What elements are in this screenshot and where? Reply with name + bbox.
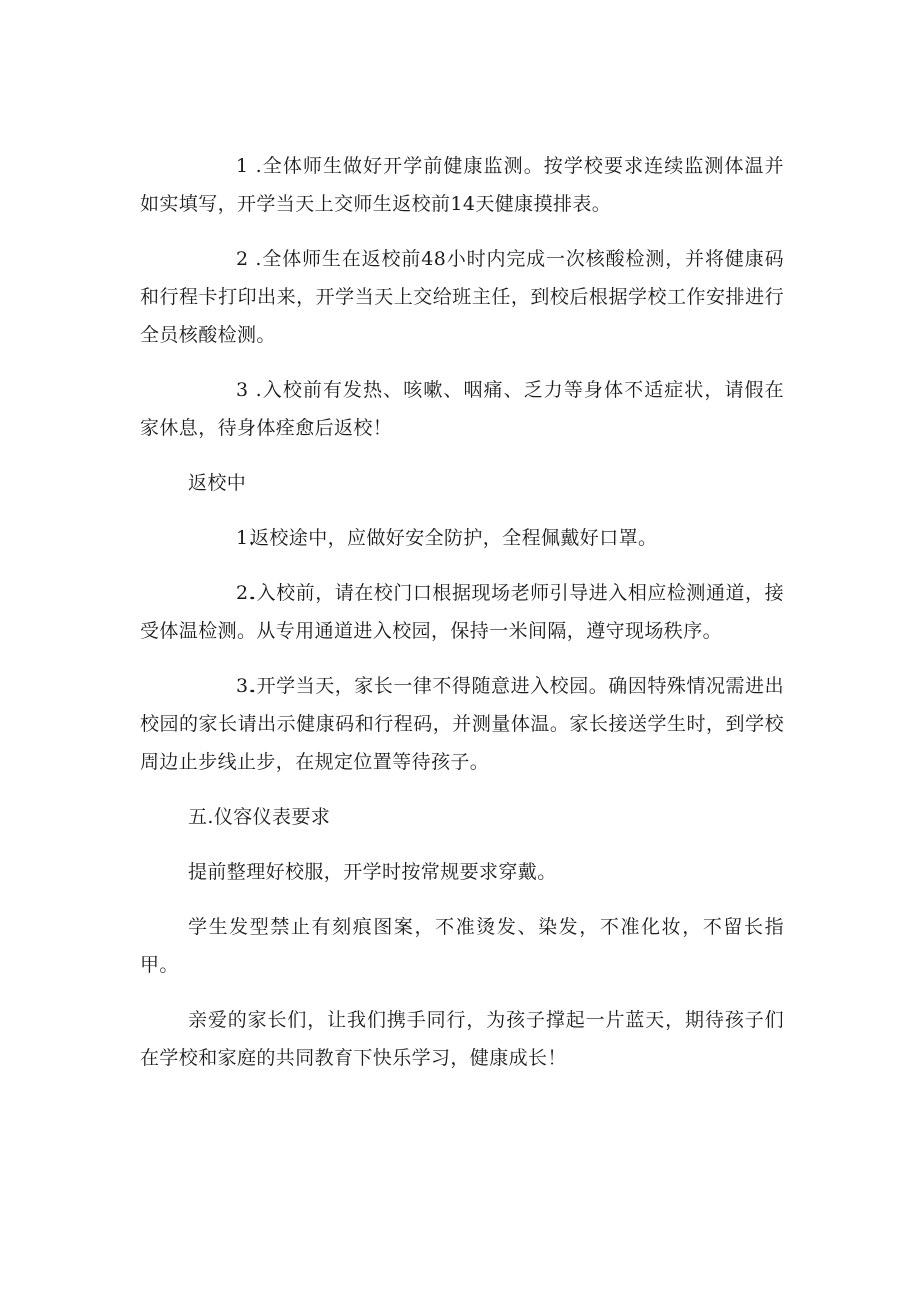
appearance-line-1: 提前整理好校服，开学时按常规要求穿戴。 xyxy=(188,861,557,883)
returning-item-1 xyxy=(140,519,784,557)
item-text: .入校前有发热、咳嗽、咽痛、乏力等身体不适症状，请假在家休息，待身体痊愈后返校！ xyxy=(140,379,784,439)
section-heading-returning: 返校中 xyxy=(188,472,247,494)
document-body xyxy=(140,147,784,1077)
item-number: 2. xyxy=(236,582,255,604)
closing-paragraph: 亲爱的家长们，让我们携手同行，为孩子撑起一片蓝天，期待孩子们在学校和家庭的共同教育下快乐学习，健康成长！ xyxy=(140,1009,784,1069)
pre-check-item-3 xyxy=(140,371,784,447)
pre-check-item-1 xyxy=(140,147,784,223)
item-number: 3. xyxy=(236,675,255,697)
item-number: 3 xyxy=(236,379,249,401)
item-number: 2 xyxy=(236,248,249,270)
item-text: .全体师生做好开学前健康监测。按学校要求连续监测体温并如实填写，开学当天上交师生返校前14天健康摸排表。 xyxy=(140,155,784,215)
appearance-line-2: 学生发型禁止有刻痕图案，不准烫发、染发，不准化妆，不留长指甲。 xyxy=(140,916,784,976)
item-text: .入校前，请在校门口根据现场老师引导进入相应检测通道，接受体温检测。从专用通道进入校园，保持一米间隔，遵守现场秩序。 xyxy=(140,582,784,642)
returning-item-3 xyxy=(140,667,784,781)
section-heading-appearance: 五.仪容仪表要求 xyxy=(188,806,331,828)
item-number: 1 xyxy=(236,155,249,177)
returning-item-2 xyxy=(140,574,784,650)
item-number: 1. xyxy=(236,527,255,549)
pre-check-item-2 xyxy=(140,240,784,354)
item-text: .开学当天，家长一律不得随意进入校园。确因特殊情况需进出校园的家长请出示健康码和行程码，并测量体温。家长接送学生时，到学校周边止步线止步，在规定位置等待孩子。 xyxy=(140,675,784,773)
item-text: 返校途中，应做好安全防护，全程佩戴好口罩。 xyxy=(250,527,658,549)
item-text: .全体师生在返校前48小时内完成一次核酸检测，并将健康码和行程卡打印出来，开学当天上交给班主任，到校后根据学校工作安排进行全员核酸检测。 xyxy=(140,248,784,346)
